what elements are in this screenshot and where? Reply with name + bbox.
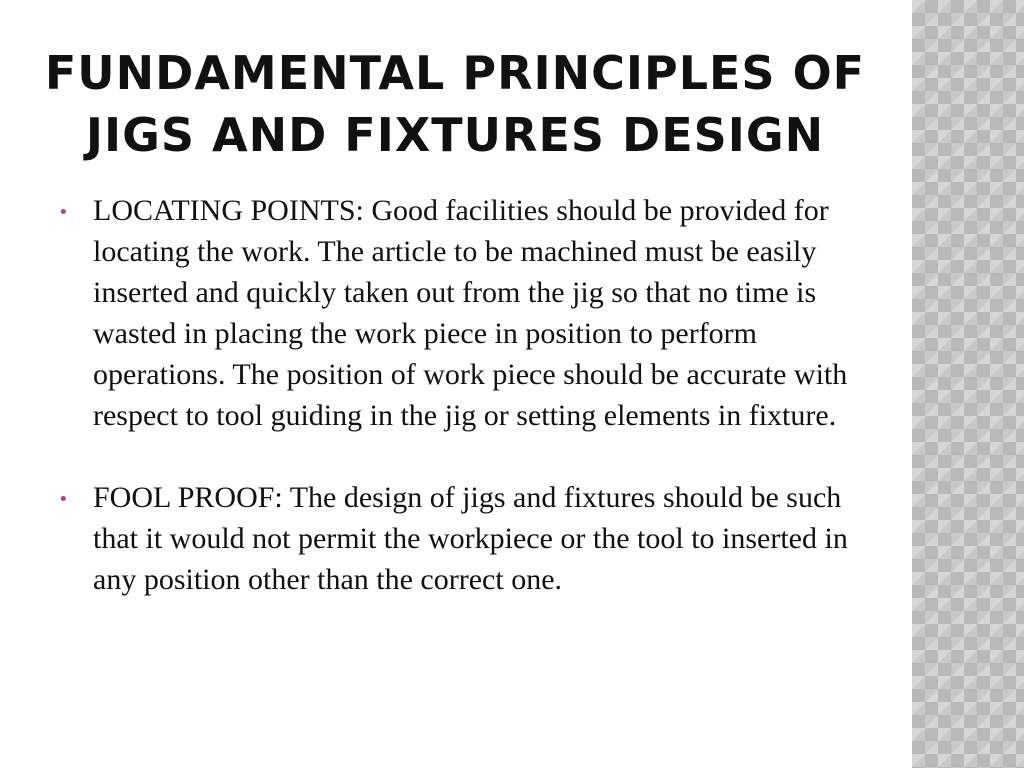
- bullet-dot-icon: •: [58, 202, 69, 223]
- slide-title: FUNDAMENTAL PRINCIPLES OF JIGS AND FIXTURES DESIGN: [44, 46, 866, 162]
- decorative-side-pattern: [912, 0, 1024, 768]
- bullet-list: [58, 190, 858, 600]
- bullet-item-locating-points: [58, 190, 858, 436]
- bullet-dot-icon: •: [58, 489, 69, 510]
- bullet-text: FOOL PROOF: The design of jigs and fixtures should be such that it would not permit the workpiece or the tool to inserted in any position other than the correct one.: [93, 481, 848, 596]
- bullet-item-fool-proof: [58, 477, 858, 600]
- bullet-text: LOCATING POINTS: Good facilities should be provided for locating the work. The article to be machined must be easily inserted and quickly taken out from the jig so that no time is wasted in placing the work piece in position to perform operations. The position of work piece should be accurate with respect to tool guiding in the jig or setting elements in fixture.: [93, 194, 848, 432]
